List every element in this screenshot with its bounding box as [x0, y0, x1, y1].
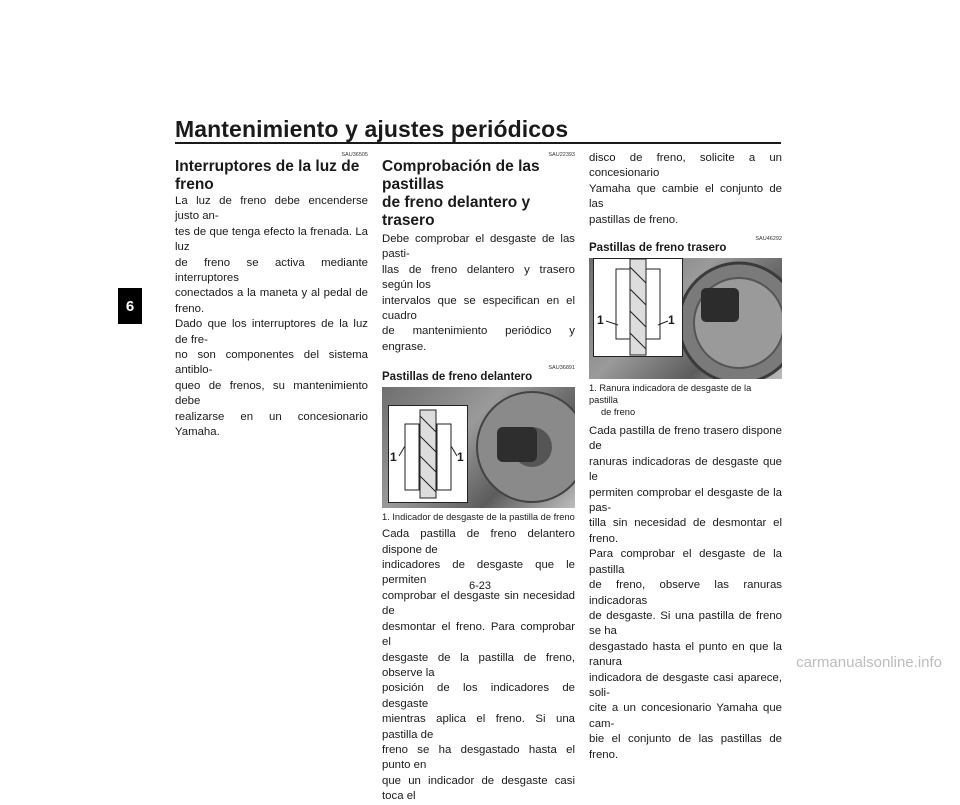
text-line: permiten comprobar el desgaste de la pas- — [589, 486, 782, 515]
callout-label: 1 — [457, 450, 464, 465]
text-line: indicadora de desgaste casi aparece, soli- — [589, 671, 782, 699]
text-line: cite a un concesionario Yamaha que cam- — [589, 702, 782, 730]
column-3 — [589, 151, 782, 763]
section-body — [382, 527, 575, 804]
callout-label: 1 — [668, 313, 675, 328]
rear-brake-photo — [589, 258, 782, 379]
text-line: queo de frenos, su mantenimiento debe — [175, 379, 368, 408]
section-body — [175, 194, 368, 441]
text-line: de desgaste. Si una pastilla de freno se ha — [589, 609, 782, 638]
text-line: de mantenimiento periódico y engrase. — [382, 325, 575, 353]
page-title: Mantenimiento y ajustes periódicos — [175, 116, 569, 142]
watermark: carmanualsonline.info — [796, 654, 942, 671]
header-rule — [175, 142, 781, 144]
text-line: pastillas de freno. — [589, 213, 679, 226]
text-line: Para comprobar el desgaste de la pastilla — [589, 548, 782, 576]
text-line: conectados a la maneta y al pedal de freno. — [175, 287, 368, 315]
section-code: SAU22393 — [548, 152, 575, 158]
front-brake-photo — [382, 387, 575, 508]
text-line: La luz de freno debe encenderse justo an- — [175, 195, 368, 223]
text-line: Dado que los interruptores de la luz de fre- — [175, 318, 368, 346]
text-line: ranuras indicadoras de desgaste que le — [589, 455, 782, 484]
subsection-code: SAU46292 — [755, 236, 782, 243]
text-line: tes de que tenga efecto la frenada. La luz — [175, 225, 368, 254]
heading-line: Comprobación de las pastillas — [382, 158, 540, 193]
callout-label: 1 — [390, 450, 397, 465]
text-line: desgaste de la pastilla de freno, observe la — [382, 651, 575, 679]
text-line: intervalos que se especifican en el cuadro — [382, 294, 575, 323]
column-1 — [175, 152, 368, 441]
section-code: SAU36505 — [341, 152, 368, 158]
text-line: Debe comprobar el desgaste de las pasti- — [382, 233, 575, 261]
pad-detail-inset — [388, 405, 468, 503]
text-line: no son componentes del sistema antiblo- — [175, 349, 368, 377]
text-line: freno se ha desgastado hasta el punto en — [382, 743, 575, 772]
text-line: comprobar el desgaste sin necesidad de — [382, 589, 575, 618]
text-line: indicadores de desgaste que le permiten — [382, 559, 575, 587]
section-heading — [382, 158, 575, 230]
text-line: tilla sin necesidad de desmontar el freno. — [589, 517, 782, 545]
figure-caption: 1. Indicador de desgaste de la pastilla de freno — [382, 512, 575, 523]
pad-detail-inset — [593, 258, 683, 357]
text-line: mientras aplica el freno. Si una pastilla de — [382, 713, 575, 741]
text-line: desmontar el freno. Para comprobar el — [382, 620, 575, 649]
text-line: de freno se activa mediante interruptores — [175, 256, 368, 285]
text-line: posición de los indicadores de desgaste — [382, 682, 575, 710]
text-line: Yamaha que cambie el conjunto de las — [589, 182, 782, 211]
section-body — [589, 424, 782, 763]
continued-text — [589, 151, 782, 228]
callout-label: 1 — [597, 313, 604, 328]
text-line: realizarse en un concesionario Yamaha. — [175, 410, 368, 439]
figure-caption — [589, 382, 782, 418]
text-line: Cada pastilla de freno delantero dispone de — [382, 528, 575, 556]
section-heading: Interruptores de la luz de freno — [175, 158, 360, 193]
text-line: desgastado hasta el punto en que la ranura — [589, 640, 782, 669]
text-line: disco de freno, solicite a un concesionario — [589, 152, 782, 180]
page-number: 6-23 — [468, 580, 492, 592]
subsection-heading: Pastillas de freno delantero — [382, 371, 533, 384]
heading-line: de freno delantero y trasero — [382, 194, 531, 229]
column-2 — [382, 152, 575, 805]
caption-line: de freno — [601, 407, 636, 418]
intro-text — [382, 232, 575, 355]
text-line: Cada pastilla de freno trasero dispone de — [589, 425, 782, 453]
text-line: llas de freno delantero y trasero según los — [382, 263, 575, 292]
caption-line: 1. Ranura indicadora de desgaste de la pastilla — [589, 383, 752, 406]
text-line: bie el conjunto de las pastillas de freno. — [589, 733, 782, 761]
subsection-code: SAU36891 — [548, 365, 575, 372]
brake-pad-diagram — [594, 259, 682, 356]
subsection-heading: Pastillas de freno trasero — [589, 242, 727, 255]
text-line: que un indicador de desgaste casi toca el — [382, 774, 575, 803]
text-line: de freno, observe las ranuras indicadoras — [589, 579, 782, 607]
brake-pad-diagram — [389, 406, 467, 502]
chapter-tab: 6 — [118, 288, 142, 324]
